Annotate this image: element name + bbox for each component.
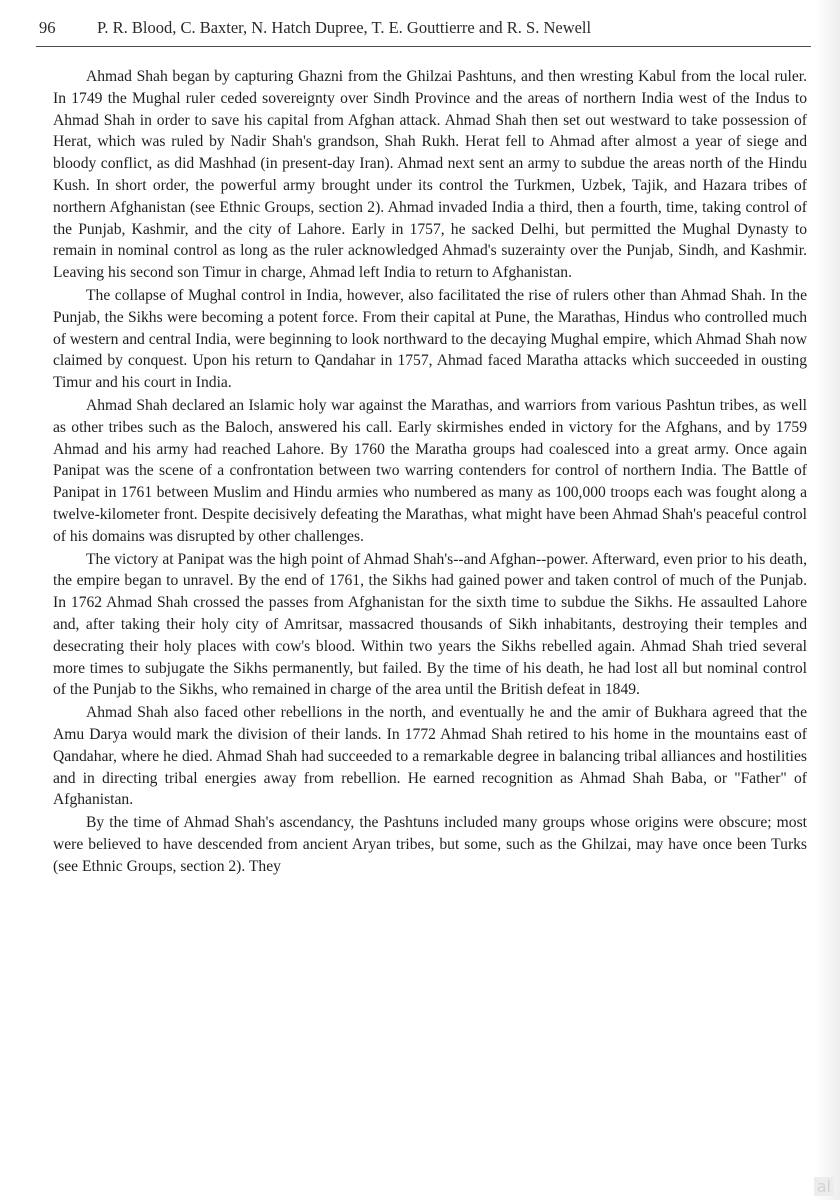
page-header xyxy=(39,18,799,38)
running-head: P. R. Blood, C. Baxter, N. Hatch Dupree, T. E. Gouttierre and R. S. Newell xyxy=(97,18,592,37)
page-number: 96 xyxy=(39,18,56,37)
body-text xyxy=(53,66,807,878)
paragraph-3: Ahmad Shah declared an Islamic holy war against the Marathas, and warriors from various Pashtun tribes, as well as other tribes such as the Baloch, answered his call. Early skirmishes ended in victory for the Afghans, and by 1759 Ahmad and his army had reached Lahore. By 1760 the Maratha groups had coalesced into a great army. Once again Panipat was the scene of a confrontation between two warring contenders for control of northern India. The Battle of Panipat in 1761 between Muslim and Hindu armies who numbered as many as 100,000 troops each was fought along a twelve-kilometer front. Despite decisively defeating the Marathas, what might have been Ahmad Shah's peaceful control of his domains was disrupted by other challenges. xyxy=(53,396,807,545)
paragraph-4: The victory at Panipat was the high point of Ahmad Shah's--and Afghan--power. Afterward, even prior to his death, the empire began to unravel. By the end of 1761, the Sikhs had gained power and taken control of much of the Punjab. In 1762 Ahmad Shah crossed the passes from Afghanistan for the sixth time to subdue the Sikhs. He assaulted Lahore and, after taking their holy city of Amritsar, massacred thousands of Sikh inhabitants, destroying their temples and desecrating their holy places with cow's blood. Within two years the Sikhs rebelled again. Ahmad Shah tried several more times to subjugate the Sikhs permanently, but failed. By the time of his death, he had lost all but nominal control of the Punjab to the Sikhs, who remained in charge of the area until the British defeat in 1849. xyxy=(53,550,807,699)
watermark: al xyxy=(814,1177,834,1196)
paragraph-6: By the time of Ahmad Shah's ascendancy, the Pashtuns included many groups whose origins were obscure; most were believed to have descended from ancient Aryan tribes, but some, such as the Ghilzai, may have once been Turks (see Ethnic Groups, section 2). They xyxy=(53,814,807,875)
paragraph-1: Ahmad Shah began by capturing Ghazni from the Ghilzai Pashtuns, and then wresting Kabul from the local ruler. In 1749 the Mughal ruler ceded sovereignty over Sindh Province and the areas of northern India west of the Indus to Ahmad Shah in order to save his capital from Afghan attack. Ahmad Shah then set out westward to take possession of Herat, which was ruled by Nadir Shah's grandson, Shah Rukh. Herat fell to Ahmad after almost a year of siege and bloody conflict, as did Mashhad (in present-day Iran). Ahmad next sent an army to subdue the areas north of the Hindu Kush. In short order, the powerful army brought under its control the Turkmen, Uzbek, Tajik, and Hazara tribes of northern Afghanistan (see Ethnic Groups, section 2). Ahmad invaded India a third, then a fourth, time, taking control of the Punjab, Kashmir, and the city of Lahore. Early in 1757, he sacked Delhi, but permitted the Mughal Dynasty to remain in nominal control as long as the ruler acknowledged Ahmad's suzerainty over the Punjab, Sindh, and Kashmir. Leaving his second son Timur in charge, Ahmad left India to return to Afghanistan. xyxy=(53,68,807,282)
paragraph-5: Ahmad Shah also faced other rebellions in the north, and eventually he and the amir of Bukhara agreed that the Amu Darya would mark the division of their lands. In 1772 Ahmad Shah retired to his home in the mountains east of Qandahar, where he died. Ahmad Shah had succeeded to a remarkable degree in balancing tribal alliances and hostilities and in directing tribal energies away from rebellion. He earned recognition as Ahmad Shah Baba, or "Father" of Afghanistan. xyxy=(53,704,807,809)
paragraph-2: The collapse of Mughal control in India, however, also facilitated the rise of rulers other than Ahmad Shah. In the Punjab, the Sikhs were becoming a potent force. From their capital at Pune, the Marathas, Hindus who controlled much of western and central India, were beginning to look northward to the decaying Mughal empire, which Ahmad Shah now claimed by conquest. Upon his return to Qandahar in 1757, Ahmad faced Maratha attacks which succeeded in ousting Timur and his court in India. xyxy=(53,286,807,392)
page-edge-shadow xyxy=(814,0,840,1200)
header-rule xyxy=(36,46,811,47)
